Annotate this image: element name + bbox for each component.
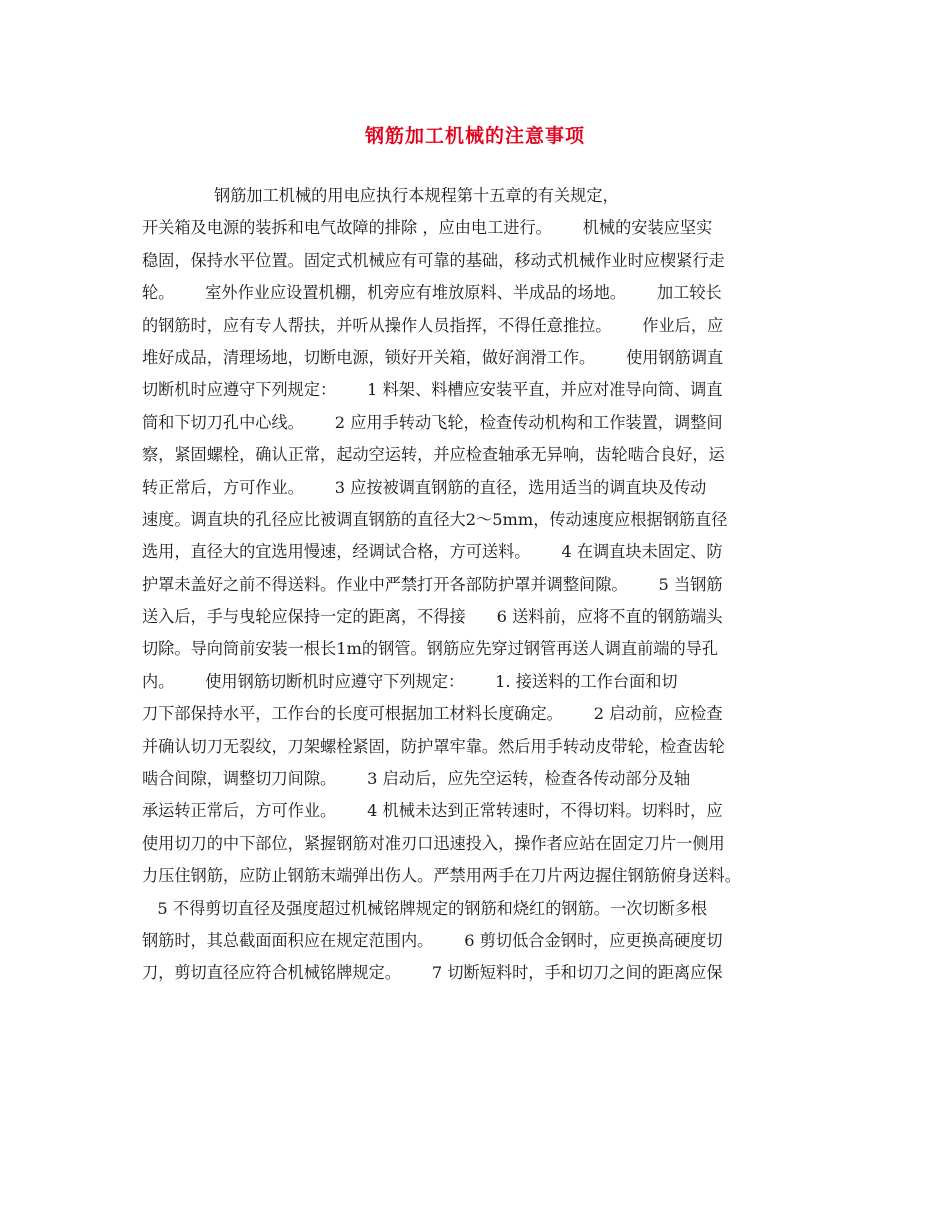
body-line: 转正常后，方可作业。 3 应按被调直钢筋的直径，选用适当的调直块及传动 — [142, 477, 707, 497]
body-line: 并确认切刀无裂纹，刀架螺栓紧固，防护罩牢靠。然后用手转动皮带轮，检查齿轮 — [142, 736, 725, 756]
body-line: 筒和下切刀孔中心线。 2 应用手转动飞轮，检查传动机构和工作装置，调整间 — [142, 412, 723, 432]
body-line: 使用切刀的中下部位，紧握钢筋对准刃口迅速投入，操作者应站在固定刀片一侧用 — [142, 833, 725, 853]
body-line: 察，紧固螺栓，确认正常，起动空运转，并应检查轴承无异响，齿轮啮合良好，运 — [142, 445, 725, 465]
document-body — [142, 180, 822, 990]
body-line: 刀，剪切直径应符合机械铭牌规定。 7 切断短料时，手和切刀之间的距离应保 — [142, 963, 723, 983]
body-line: 切断机时应遵守下列规定： 1 料架、料槽应安装平直，并应对准导向筒、调直 — [142, 380, 723, 400]
body-line: 选用，直径大的宜选用慢速，经调试合格，方可送料。 4 在调直块未固定、防 — [142, 542, 723, 562]
body-line: 速度。调直块的孔径应比被调直钢筋的直径大2～5mm，传动速度应根据钢筋直径 — [142, 509, 728, 529]
body-line: 内。 使用钢筋切断机时应遵守下列规定： 1. 接送料的工作台面和切 — [142, 671, 678, 691]
body-line: 钢筋加工机械的用电应执行本规程第十五章的有关规定， — [142, 186, 619, 205]
body-line: 堆好成品，清理场地，切断电源，锁好开关箱，做好润滑工作。 使用钢筋调直 — [142, 347, 724, 367]
body-line: 啮合间隙，调整切刀间隙。 3 启动后，应先空运转，检查各传动部分及轴 — [142, 769, 691, 789]
body-line: 刀下部保持水平，工作台的长度可根据加工材料长度确定。 2 启动前，应检查 — [142, 704, 723, 724]
body-line: 轮。 室外作业应设置机棚，机旁应有堆放原料、半成品的场地。 加工较长 — [142, 283, 722, 303]
body-line: 开关箱及电源的装拆和电气故障的排除 ，应由电工进行。 机械的安装应坚实 — [142, 218, 713, 238]
body-line: 钢筋时，其总截面面积应在规定范围内。 6 剪切低合金钢时，应更换高硬度切 — [142, 930, 723, 950]
body-line: 切除。导向筒前安装一根长1m的钢管。钢筋应先穿过钢管再送人调直前端的导孔 — [142, 639, 719, 659]
body-line: 稳固，保持水平位置。固定式机械应有可靠的基础，移动式机械作业时应楔紧行走 — [142, 250, 725, 270]
body-line: 承运转正常后，方可作业。 4 机械未达到正常转速时，不得切料。切料时，应 — [142, 801, 723, 821]
body-line: 的钢筋时，应有专人帮扶，并听从操作人员指挥，不得任意推拉。 作业后，应 — [142, 315, 724, 335]
body-line: 5 不得剪切直径及强度超过机械铭牌规定的钢筋和烧红的钢筋。一次切断多根 — [142, 898, 708, 918]
body-line: 护罩未盖好之前不得送料。作业中严禁打开各部防护罩并调整间隙。 5 当钢筋 — [142, 574, 723, 594]
body-line: 送入后，手与曳轮应保持一定的距离，不得接 6 送料前，应将不直的钢筋端头 — [142, 607, 723, 627]
document-title: 钢筋加工机械的注意事项 — [364, 125, 585, 147]
body-line: 力压住钢筋，应防止钢筋末端弹出伤人。严禁用两手在刀片两边握住钢筋俯身送料。 — [142, 866, 741, 886]
